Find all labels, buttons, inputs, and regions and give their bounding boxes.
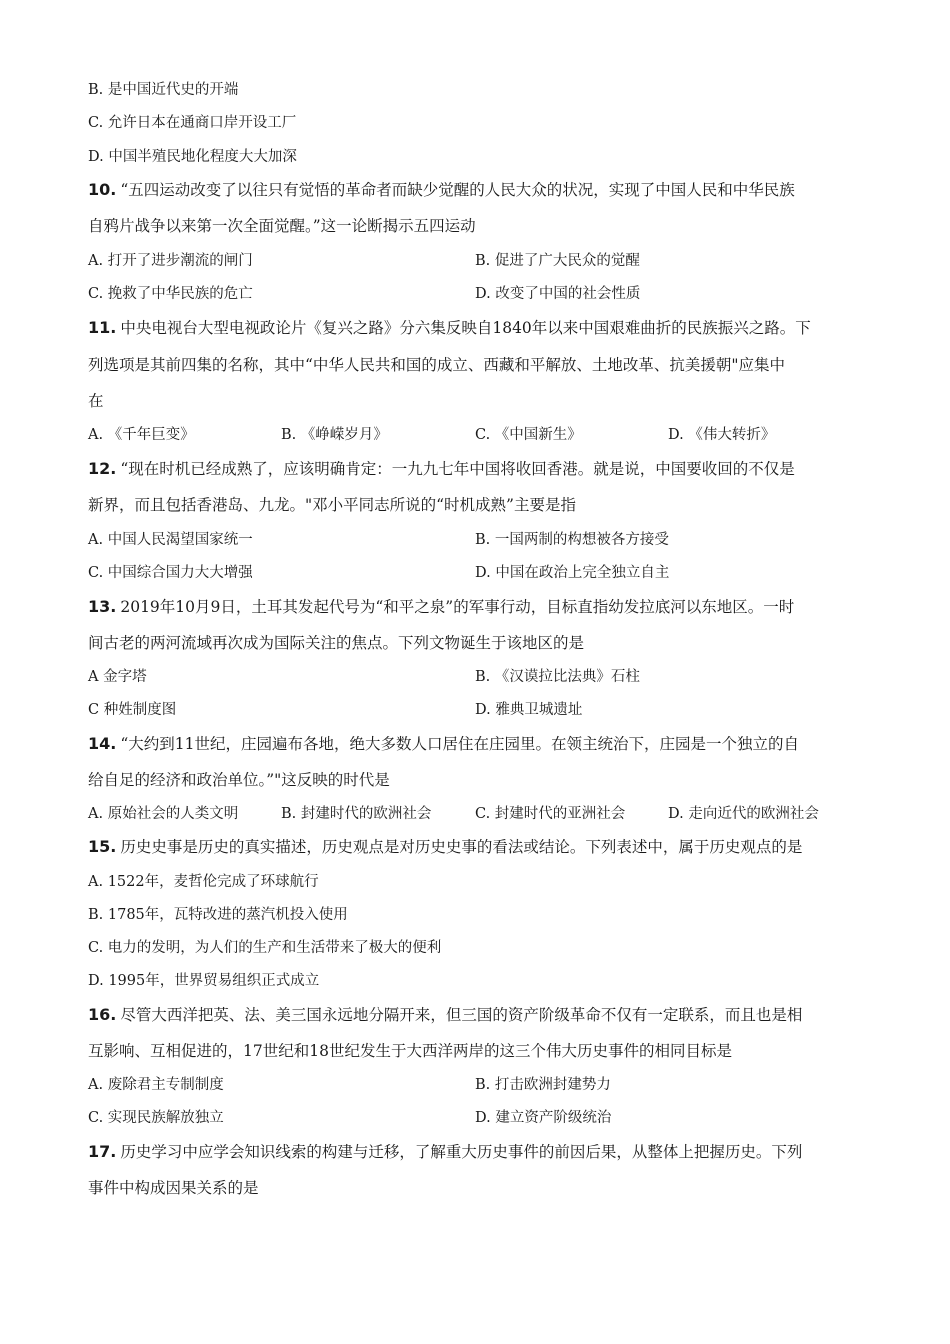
q12-number: 12. xyxy=(88,459,117,478)
q12-stem-line-2: 新界，而且包括香港岛、九龙。"邓小平同志所说的“时机成熟”主要是指 xyxy=(88,496,576,514)
q9-option-c: C. 允许日本在通商口岸开设工厂 xyxy=(88,115,297,131)
q11-option-c: C. 《中国新生》 xyxy=(475,427,582,443)
q11-stem-line-2: 列选项是其前四集的名称，其中“中华人民共和国的成立、西藏和平解放、土地改革、抗美援朝"应集中 xyxy=(88,356,786,374)
q15-option-a: A. 1522年，麦哲伦完成了环球航行 xyxy=(88,874,319,890)
q11-text-1: 中央电视台大型电视政论片《复兴之路》分六集反映自1840年以来中国艰难曲折的民族振兴之路。下 xyxy=(120,319,811,337)
q11-stem-line-1 xyxy=(88,318,811,338)
q10-stem-line-2: 自鸦片战争以来第一次全面觉醒。”这一论断揭示五四运动 xyxy=(88,217,476,235)
q14-option-b: B. 封建时代的欧洲社会 xyxy=(281,806,432,822)
q10-option-a: A. 打开了进步潮流的闸门 xyxy=(88,253,253,269)
q17-stem-line-1 xyxy=(88,1142,802,1162)
q12-option-c: C. 中国综合国力大大增强 xyxy=(88,565,253,581)
q17-text-1: 历史学习中应学会知识线索的构建与迁移，了解重大历史事件的前因后果，从整体上把握历史。下列 xyxy=(120,1143,803,1161)
q11-stem-line-3: 在 xyxy=(88,392,104,410)
q9-option-d: D. 中国半殖民地化程度大大加深 xyxy=(88,149,297,165)
q12-option-a: A. 中国人民渴望国家统一 xyxy=(88,532,253,548)
q16-text-1: 尽管大西洋把英、法、美三国永远地分隔开来，但三国的资产阶级革命不仅有一定联系，而且也是相 xyxy=(120,1006,803,1024)
q10-text-1: “五四运动改变了以往只有觉悟的革命者而缺少觉醒的人民大众的状况，实现了中国人民和中华民族 xyxy=(120,181,795,199)
q10-option-b: B. 促进了广大民众的觉醒 xyxy=(475,253,640,269)
q15-option-b: B. 1785年，瓦特改进的蒸汽机投入使用 xyxy=(88,907,348,923)
q16-option-b: B. 打击欧洲封建势力 xyxy=(475,1077,611,1093)
q13-stem-line-2: 间古老的两河流域再次成为国际关注的焦点。下列文物诞生于该地区的是 xyxy=(88,634,585,652)
q13-option-d: D. 雅典卫城遗址 xyxy=(475,702,583,718)
q12-text-1: “现在时机已经成熟了，应该明确肯定：一九九七年中国将收回香港。就是说，中国要收回的不仅是 xyxy=(120,460,795,478)
q14-text-1: “大约到11世纪，庄园遍布各地，绝大多数人口居住在庄园里。在领主统治下，庄园是一个独立的自 xyxy=(120,735,799,753)
q16-number: 16. xyxy=(88,1005,117,1024)
q16-stem-line-2: 互影响、互相促进的，17世纪和18世纪发生于大西洋两岸的这三个伟大历史事件的相同目标是 xyxy=(88,1042,732,1060)
q12-option-d: D. 中国在政治上完全独立自主 xyxy=(475,565,670,581)
q10-number: 10. xyxy=(88,180,117,199)
q13-option-b: B. 《汉谟拉比法典》石柱 xyxy=(475,669,640,685)
q15-number: 15. xyxy=(88,837,117,856)
q13-option-a: A 金字塔 xyxy=(88,669,147,685)
q17-stem-line-2: 事件中构成因果关系的是 xyxy=(88,1179,259,1197)
q11-option-a: A. 《千年巨变》 xyxy=(88,427,195,443)
q13-option-c: C 种姓制度图 xyxy=(88,702,177,718)
q16-option-c: C. 实现民族解放独立 xyxy=(88,1110,224,1126)
q15-option-c: C. 电力的发明，为人们的生产和生活带来了极大的便利 xyxy=(88,940,442,956)
q14-option-c: C. 封建时代的亚洲社会 xyxy=(475,806,626,822)
q13-text-1: 2019年10月9日，土耳其发起代号为“和平之泉”的军事行动，目标直指幼发拉底河以东地区。一时 xyxy=(120,598,795,616)
q14-option-d: D. 走向近代的欧洲社会 xyxy=(668,806,819,822)
q14-number: 14. xyxy=(88,734,117,753)
q16-option-a: A. 废除君主专制制度 xyxy=(88,1077,224,1093)
q14-stem-line-1 xyxy=(88,734,799,754)
q17-number: 17. xyxy=(88,1142,117,1161)
q15-text-1: 历史史事是历史的真实描述，历史观点是对历史史事的看法或结论。下列表述中，属于历史观点的是 xyxy=(120,838,803,856)
q14-stem-line-2: 给自足的经济和政治单位。”"这反映的时代是 xyxy=(88,771,390,789)
q10-option-d: D. 改变了中国的社会性质 xyxy=(475,286,641,302)
q11-option-d: D. 《伟大转折》 xyxy=(668,427,776,443)
q11-number: 11. xyxy=(88,318,117,337)
q10-stem-line-1 xyxy=(88,180,795,200)
q9-option-b: B. 是中国近代史的开端 xyxy=(88,82,239,98)
q15-stem-line-1 xyxy=(88,837,802,857)
q10-option-c: C. 挽救了中华民族的危亡 xyxy=(88,286,253,302)
q11-option-b: B. 《峥嵘岁月》 xyxy=(281,427,388,443)
q12-stem-line-1 xyxy=(88,459,795,479)
q15-option-d: D. 1995年，世界贸易组织正式成立 xyxy=(88,973,320,989)
q12-option-b: B. 一国两制的构想被各方接受 xyxy=(475,532,669,548)
q14-option-a: A. 原始社会的人类文明 xyxy=(88,806,239,822)
q13-stem-line-1 xyxy=(88,597,794,617)
q13-number: 13. xyxy=(88,597,117,616)
q16-option-d: D. 建立资产阶级统治 xyxy=(475,1110,612,1126)
q16-stem-line-1 xyxy=(88,1005,802,1025)
